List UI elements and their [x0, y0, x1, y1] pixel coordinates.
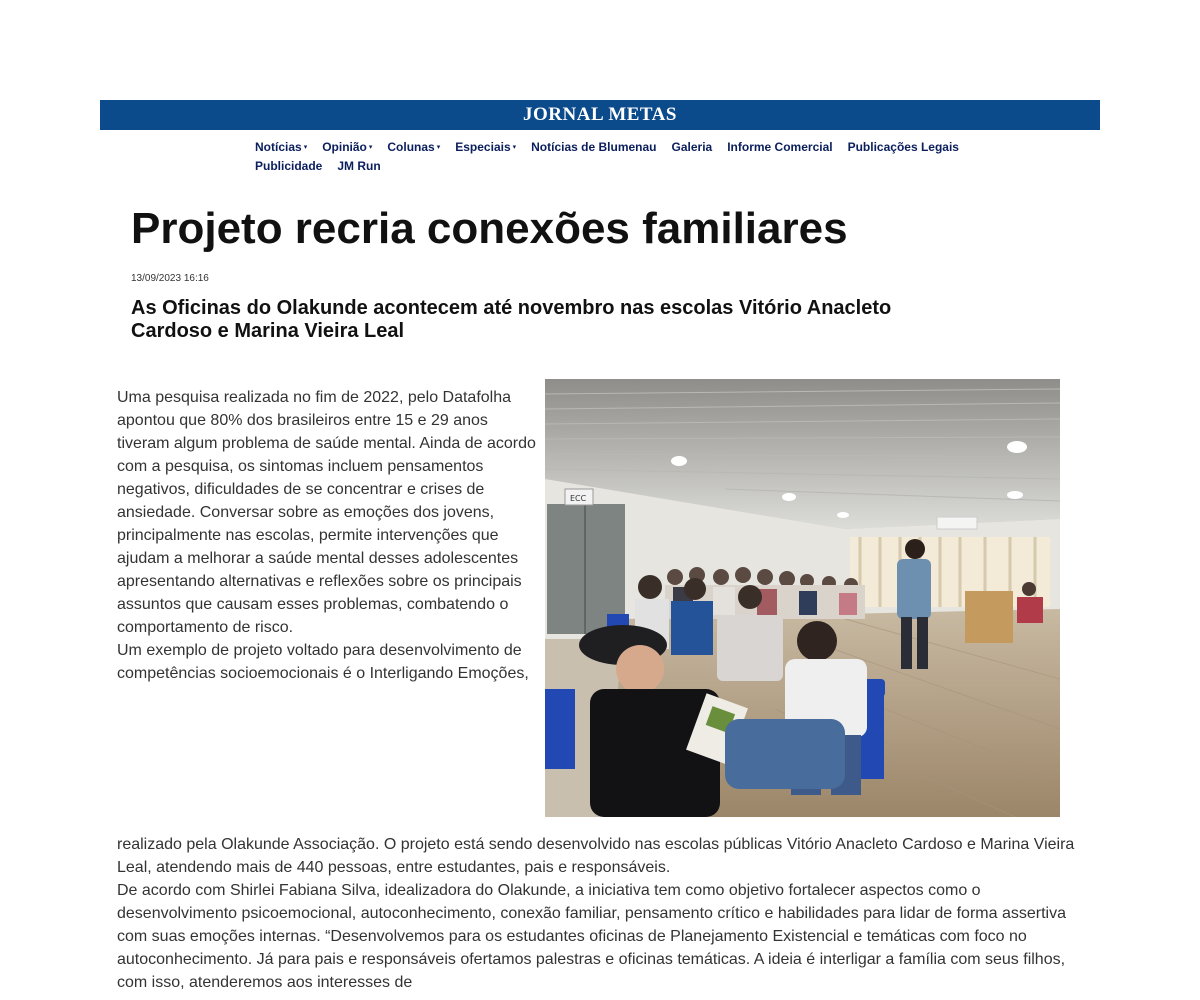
nav-item-label: Especiais [455, 140, 511, 154]
article-date: 13/09/2023 16:16 [131, 273, 209, 284]
classroom-photo [545, 379, 1060, 817]
article-title: Projeto recria conexões familiares [131, 204, 848, 253]
article-subtitle: As Oficinas do Olakunde acontecem até novembro nas escolas Vitório Anacleto Cardoso e Marina Vieira Leal [131, 297, 892, 342]
nav-item-publicacoes-legais[interactable] [848, 140, 959, 155]
caret-down-icon: ▾ [512, 144, 517, 151]
nav-item-label: Colunas [387, 140, 435, 154]
nav-item-publicidade[interactable] [255, 159, 322, 174]
nav-item-noticias-de-blumenau[interactable] [531, 140, 656, 155]
article-photo [545, 379, 1060, 817]
nav-item-label: Galeria [671, 140, 713, 154]
nav-item-label: Publicações Legais [847, 140, 959, 154]
nav-item-jm-run[interactable] [337, 159, 380, 174]
nav-item-label: Publicidade [255, 159, 323, 173]
article-paragraph-2-end: realizado pela Olakunde Associação. O projeto está sendo desenvolvido nas escolas públicas Vitório Anacleto Cardoso e Marina Vieira Leal, atendendo mais de 440 pessoas, entre estudantes, pais e responsáveis. [117, 836, 1075, 876]
article-paragraph-2-start: Um exemplo de projeto voltado para desenvolvimento de competências socioemocionais é o Interligando Emoções, [117, 642, 529, 682]
nav-item-label: JM Run [337, 159, 381, 173]
nav-item-galeria[interactable] [672, 140, 713, 155]
nav-item-informe-comercial[interactable] [727, 140, 832, 155]
masthead [100, 100, 1100, 130]
nav-item-opiniao[interactable] [322, 140, 372, 155]
site-logo[interactable]: JORNAL METAS [523, 104, 677, 125]
article-paragraph-3: De acordo com Shirlei Fabiana Silva, idealizadora do Olakunde, a iniciativa tem como objetivo fortalecer aspectos como o desenvolvimento psicoemocional, autoconhecimento, conexão familiar, pensamento crítico e habilidades para lidar de forma assertiva com suas emoções internas. “Desenvolvemos para os estudantes oficinas de Planejamento Existencial e temáticas com foco no autoconhecimento. Já para pais e responsáveis ofertamos palestras e oficinas temáticas. A ideia é interligar a família com seus filhos, com isso, atenderemos aos interesses de [117, 882, 1066, 991]
article-paragraph-1: Uma pesquisa realizada no fim de 2022, pelo Datafolha apontou que 80% dos brasileiros entre 15 e 29 anos tiveram algum problema de saúde mental. Ainda de acordo com a pesquisa, os sintomas incluem pensamentos negativos, dificuldades de se concentrar e crises de ansiedade. Conversar sobre as emoções dos jovens, principalmente nas escolas, permite intervenções que ajudam a melhorar a saúde mental desses adolescentes apresentando alternativas e reflexões sobre os principais assuntos que causam esses problemas, combatendo o comportamento de risco. [117, 389, 536, 636]
nav-item-especiais[interactable] [455, 140, 516, 155]
main-nav [255, 140, 995, 174]
nav-item-label: Notícias de Blumenau [531, 140, 657, 154]
article-body-full [117, 833, 1077, 994]
nav-item-label: Informe Comercial [727, 140, 833, 154]
caret-down-icon: ▾ [368, 144, 373, 151]
nav-item-label: Opinião [322, 140, 367, 154]
nav-item-label: Notícias [255, 140, 302, 154]
caret-down-icon: ▾ [436, 144, 441, 151]
nav-item-colunas[interactable] [387, 140, 440, 155]
article-body-column [117, 386, 537, 685]
nav-item-noticias[interactable] [255, 140, 307, 155]
photo-sign-text: ECC [570, 494, 587, 503]
caret-down-icon: ▾ [303, 144, 308, 151]
